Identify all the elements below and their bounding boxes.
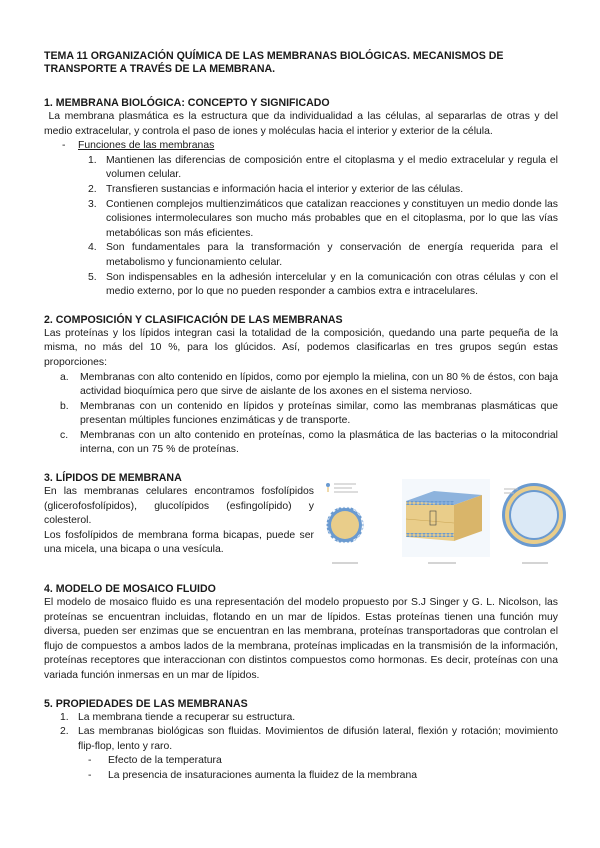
section-5 (44, 697, 558, 784)
section-3 (44, 471, 558, 569)
lipid-structures-illustration (322, 479, 566, 569)
list-item: a. Membranas con alto contenido en lípidos, como por ejemplo la mielina, con un 80 % de éstos, con baja actividad bioquímica pero que sirve de aislante de los axones en el sistema nervioso. (60, 371, 558, 398)
list-item: b. Membranas con un contenido en lípidos y proteínas similar, como las membranas plasmáticas que presentan múltiples funciones enzimáticas y de transporte. (60, 400, 558, 427)
propiedades-list (44, 711, 558, 755)
document-page (44, 50, 558, 797)
section-2 (44, 313, 558, 458)
section-4-heading: 4. MODELO DE MOSAICO FLUIDO (44, 583, 216, 596)
dash-marker: - (62, 140, 66, 152)
bilayer-panel (402, 479, 490, 557)
section-4 (44, 582, 558, 684)
section-2-intro: Las proteínas y los lípidos integran casi la totalidad de la composición, quedando una parte pequeña de la misma, no más del 10 %, para los glúcidos. Así, podemos clasificarlas en tres grupos según estas proporciones: (44, 327, 558, 368)
mosaico-fluido-paragraph: El modelo de mosaico fluido es una representación del modelo propuesto por S.J Singer y G. L. Nicolson, las proteínas se encuentran incluidas, flotando en un mar de lípidos. Estas proteínas tienen una función muy diversa, pueden ser enzimas que se encuentran en las membrana, proteínas transportadoras que controlan el flujo de compuestos a ambos lados de la membrana, proteínas implicadas en la transmisión de la información, proteínas receptores que interaccionan con distintos compuestos como hormonas. Es decir, proteínas con una variada función inmersas en un mar de lípidos. (44, 597, 558, 682)
section-5-heading: 5. PROPIEDADES DE LAS MEMBRANAS (44, 697, 248, 710)
section-1-heading: 1. MEMBRANA BIOLÓGICA: CONCEPTO Y SIGNIFICADO (44, 97, 330, 109)
list-item: - Efecto de la temperatura (88, 755, 222, 767)
list-item: 5. Son indispensables en la adhesión intercelular y en la comunicación con otras células y con el medio externo, por lo que no pueden responder a cambios extra e intracelulares. (88, 271, 558, 298)
clasificacion-list (44, 371, 558, 459)
propiedades-sublist (88, 754, 558, 783)
section-3-heading: 3. LÍPIDOS DE MEMBRANA (44, 472, 182, 485)
lipidos-text (44, 485, 314, 569)
list-item: 4. Son fundamentales para la transformación y conservación de energía requerida para el metabolismo y funcionamiento celular. (88, 242, 558, 268)
micelle-panel (322, 479, 378, 557)
funciones-label: Funciones de las membranas (78, 140, 215, 152)
list-item: 1. La membrana tiende a recuperar su estructura. (60, 711, 296, 723)
section-1-intro: La membrana plasmática es la estructura que da individualidad a las células, al separarlas de otras y del medio extracelular, y controla el paso de iones y moléculas hacia el interior y exterior de la célula. (44, 111, 559, 137)
funciones-list (44, 154, 558, 300)
list-item: 1. Mantienen las diferencias de composición entre el citoplasma y el medio extracelular y regula el volumen celular. (88, 154, 558, 181)
lipid-structures-figure (322, 479, 566, 569)
list-item: 3. Contienen complejos multienzimáticos que catalizan reacciones y constituyen un medio donde las colisiones intermoleculares son mucho más probables que en el citoplasma, por lo que las vías metabólicas son más eficientes. (88, 198, 558, 239)
list-item: 2. Las membranas biológicas son fluidas. Movimientos de difusión lateral, flexión y rotación; movimiento flip-flop, lento y raro. (60, 726, 558, 752)
section-1 (44, 96, 558, 300)
list-item: 2. Transfieren sustancias e información hacia el interior y exterior de las células. (88, 183, 464, 195)
lipidos-p1: En las membranas celulares encontramos fosfolípidos (glicerofosfolípidos), glucolípidos (esfingolípido) y colesterol. (44, 486, 314, 527)
vesicle-panel (498, 479, 566, 557)
funciones-label-row (62, 139, 558, 154)
section-2-heading: 2. COMPOSICIÓN Y CLASIFICACIÓN DE LAS MEMBRANAS (44, 313, 343, 326)
lipidos-row (44, 485, 558, 569)
list-item: c. Membranas con un alto contenido en proteínas, como la plasmática de las bacterias o la mitocondrial interna, con un 75 % de proteínas. (60, 429, 558, 456)
lipidos-p2: Los fosfolípidos de membrana forma bicapas, puede ser una micela, una bicapa o una vesícula. (44, 529, 314, 556)
list-item: - La presencia de insaturaciones aumenta la fluidez de la membrana (88, 770, 418, 781)
document-title: TEMA 11 ORGANIZACIÓN QUÍMICA DE LAS MEMBRANAS BIOLÓGICAS. MECANISMOS DE TRANSPORTE A TRAVÉS DE LA MEMBRANA. (44, 50, 504, 75)
